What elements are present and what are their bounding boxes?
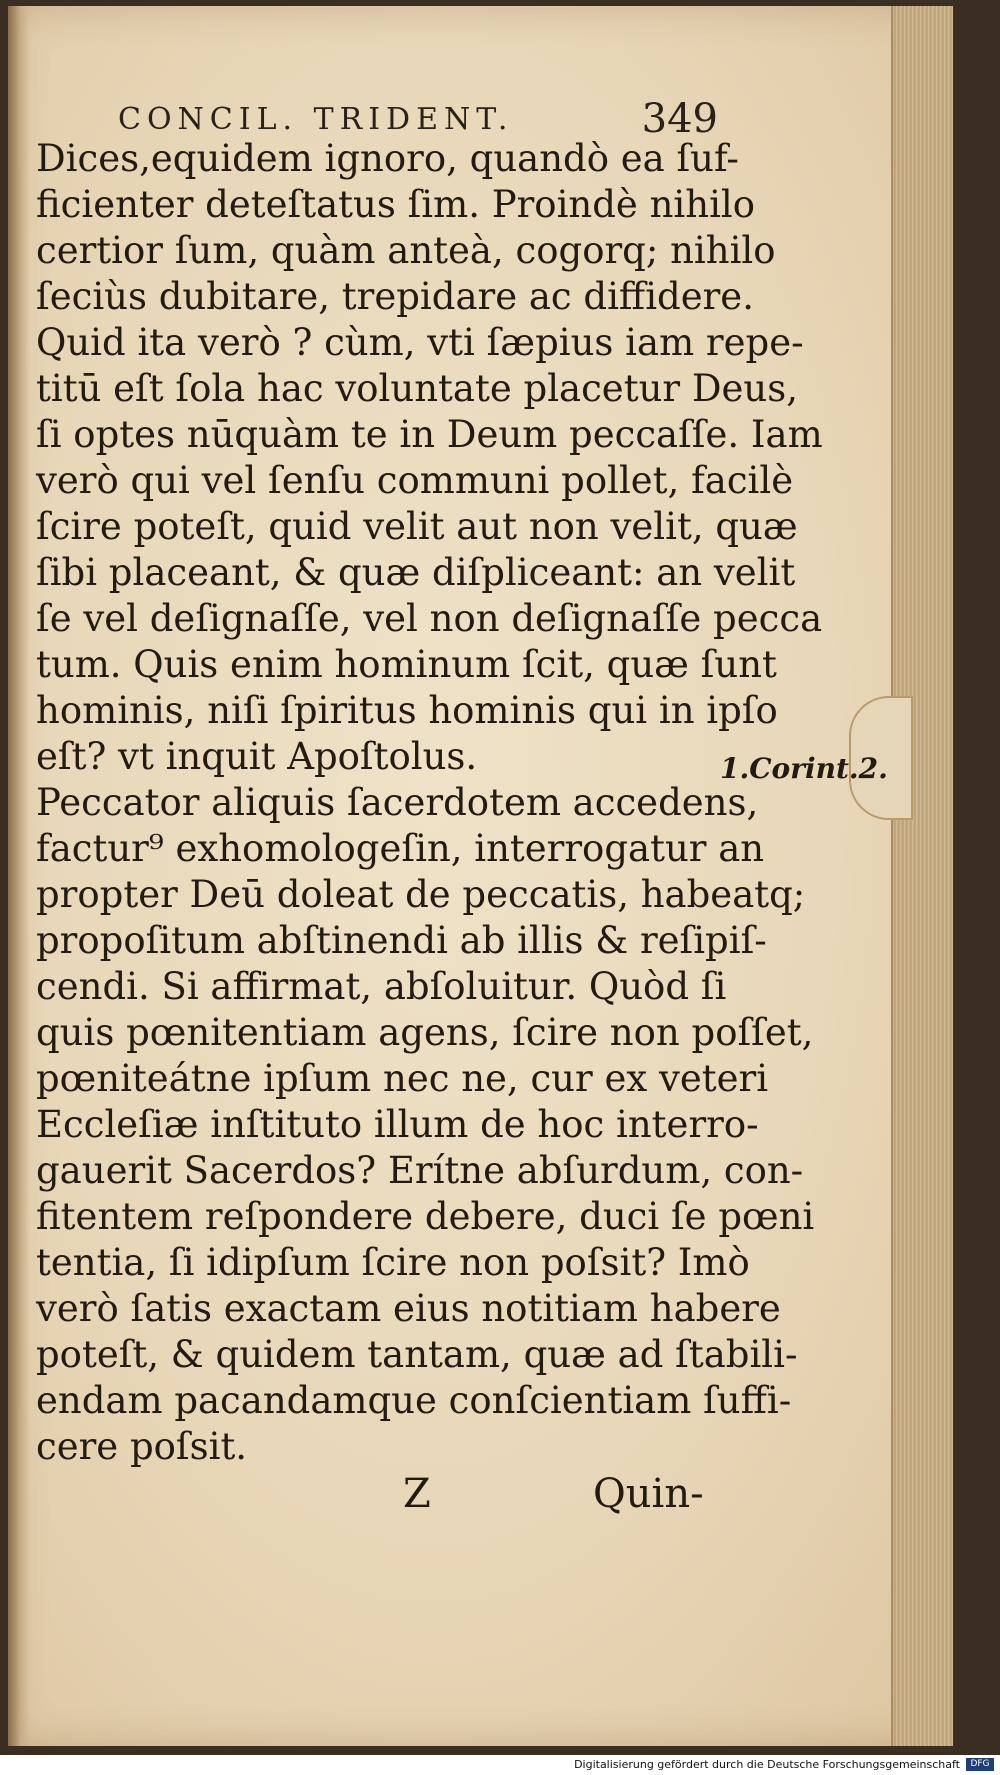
text-line: verò ſatis exactam eius notitiam habere: [36, 1287, 781, 1330]
page-number: 349: [641, 96, 718, 142]
text-line: pœniteátne ipſum nec ne, cur ex veteri: [36, 1057, 769, 1100]
text-line: poteſt, & quidem tantam, quæ ad ſtabili-: [36, 1333, 798, 1376]
dfg-logo-icon: DFG: [966, 1758, 994, 1771]
text-line: verò qui vel ſenſu communi pollet, facilè: [36, 459, 794, 502]
text-line: ſi optes nūquàm te in Deum peccaſſe. Iam: [36, 413, 823, 456]
text-line: fitentem reſpondere debere, duci ſe pœni: [36, 1195, 815, 1238]
footer-credit: Digitalisierung gefördert durch die Deutsche Forschungsgemeinschaft: [574, 1758, 960, 1771]
text-line: ſibi placeant, & quæ diſpliceant: an velit: [36, 551, 796, 594]
signature-mark: Z: [403, 1471, 431, 1517]
text-line: hominis, niſi ſpiritus hominis qui in ipſo: [36, 689, 778, 732]
text-line: factur⁹ exhomologeſin, interrogatur an: [36, 827, 765, 870]
text-line: quis pœnitentiam agens, ſcire non poſſet,: [36, 1011, 814, 1054]
digitization-footer: [0, 1755, 1000, 1775]
text-line: cere poſsit.: [36, 1425, 248, 1468]
text-line: eſt? vt inquit Apoſtolus.: [36, 735, 478, 778]
text-line: Quid ita verò ? cùm, vti ſæpius iam repe-: [36, 321, 804, 364]
text-line: titū eſt ſola hac voluntate placetur Deus,: [36, 367, 798, 410]
text-line: Peccator aliquis ſacerdotem accedens,: [36, 781, 759, 824]
text-line: Eccleſiæ inſtituto illum de hoc interro-: [36, 1103, 759, 1146]
text-line: ſcire poteſt, quid velit aut non velit, quæ: [36, 505, 798, 548]
text-line: cendi. Si affirmat, abſoluitur. Quòd ſi: [36, 965, 727, 1008]
text-line: propter Deū doleat de peccatis, habeatq;: [36, 873, 806, 916]
marginal-note: 1.Corint.2.: [720, 752, 888, 785]
text-line: Dices,equidem ignoro, quandò ea ſuf-: [36, 137, 739, 180]
page-edges: [891, 6, 953, 1746]
text-line: ſeciùs dubitare, trepidare ac diffidere.: [36, 275, 754, 318]
text-line: ſe vel deſignaſſe, vel non deſignaſſe pecca: [36, 597, 823, 640]
text-line: ficienter deteſtatus ſim. Proindè nihilo: [36, 183, 756, 226]
text-line: tentia, ſi idipſum ſcire non poſsit? Imò: [36, 1241, 750, 1284]
text-line: certior ſum, quàm anteà, cogorq; nihilo: [36, 229, 776, 272]
catchword: Quin-: [593, 1471, 704, 1517]
text-line: propoſitum abſtinendi ab illis & reſipiſ-: [36, 919, 767, 962]
book-page: [8, 6, 953, 1746]
text-line: tum. Quis enim hominum ſcit, quæ ſunt: [36, 643, 777, 686]
page-gutter: [8, 6, 30, 1746]
text-line: endam pacandamque conſcientiam ſuffi-: [36, 1379, 792, 1422]
text-line: gauerit Sacerdos? Erítne abſurdum, con-: [36, 1149, 804, 1192]
running-head-title: CONCIL. TRIDENT.: [118, 102, 514, 137]
